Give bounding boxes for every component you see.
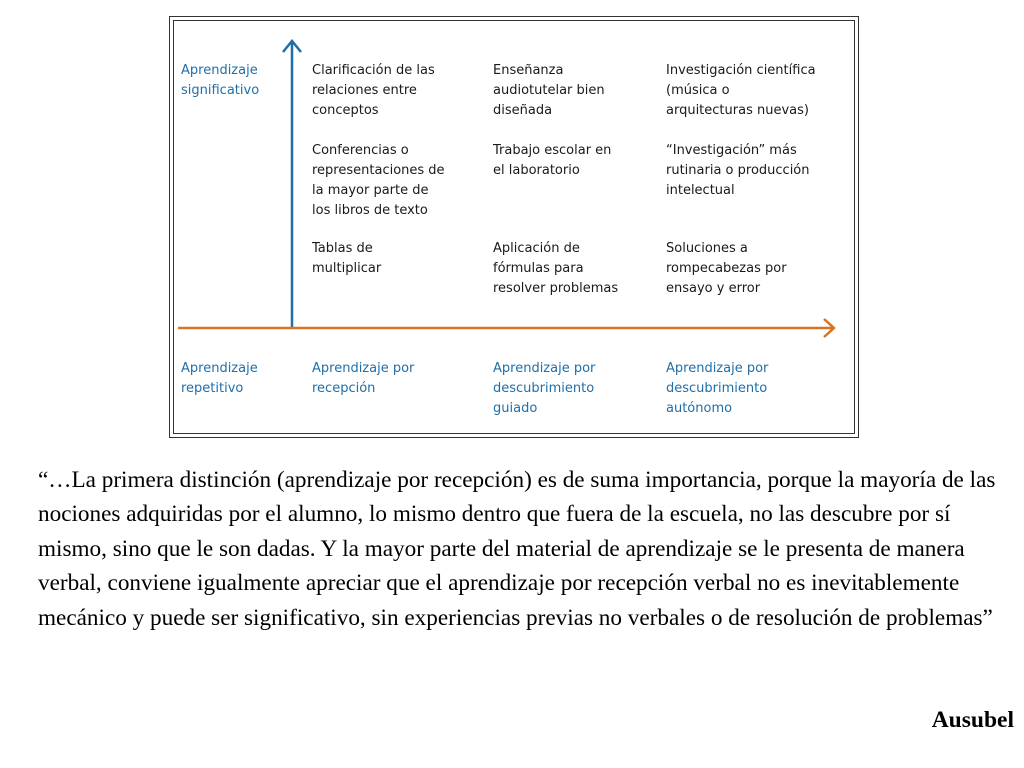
- axis-label-significant-learning: Aprendizaje significativo: [181, 63, 260, 98]
- grid-cell: Enseñanza audiotutelar bien diseñada: [493, 63, 605, 118]
- quote-author: Ausubel: [931, 707, 1014, 733]
- grid-cell: “Investigación” más rutinaria o producción intelectual: [666, 143, 810, 198]
- axis-label-autonomous-discovery: Aprendizaje por descubrimiento autónomo: [666, 361, 769, 416]
- grid-cell: Tablas de multiplicar: [312, 241, 382, 276]
- grid-cell: Clarificación de las relaciones entre conceptos: [312, 63, 435, 118]
- grid-cell: Conferencias o representaciones de la mayor parte de los libros de texto: [312, 143, 445, 218]
- axis-label-reception-learning: Aprendizaje por recepción: [312, 361, 415, 396]
- grid-cell: Investigación científica (música o arquitecturas nuevas): [666, 63, 816, 118]
- grid-cell: Aplicación de fórmulas para resolver problemas: [493, 241, 619, 296]
- axis-label-guided-discovery: Aprendizaje por descubrimiento guiado: [493, 361, 596, 416]
- axis-label-rote-learning: Aprendizaje repetitivo: [181, 361, 258, 396]
- ausubel-quote: “…La primera distinción (aprendizaje por recepción) es de suma importancia, porque la mayoría de las nociones adquiridas por el alumno, lo mismo dentro que fuera de la escuela, no las descubre por sí mismo, sino que le son dadas. Y la mayor parte del material de aprendizaje se le presenta de manera verbal, conviene igualmente apreciar que el aprendizaje por recepción verbal no es inevitablemente mecánico y puede ser significativo, sin experiencias previas no verbales o de resolución de problemas”: [38, 467, 996, 631]
- learning-types-diagram: [169, 16, 859, 438]
- grid-cell: Trabajo escolar en el laboratorio: [493, 143, 612, 178]
- grid-cell: Soluciones a rompecabezas por ensayo y error: [666, 241, 787, 296]
